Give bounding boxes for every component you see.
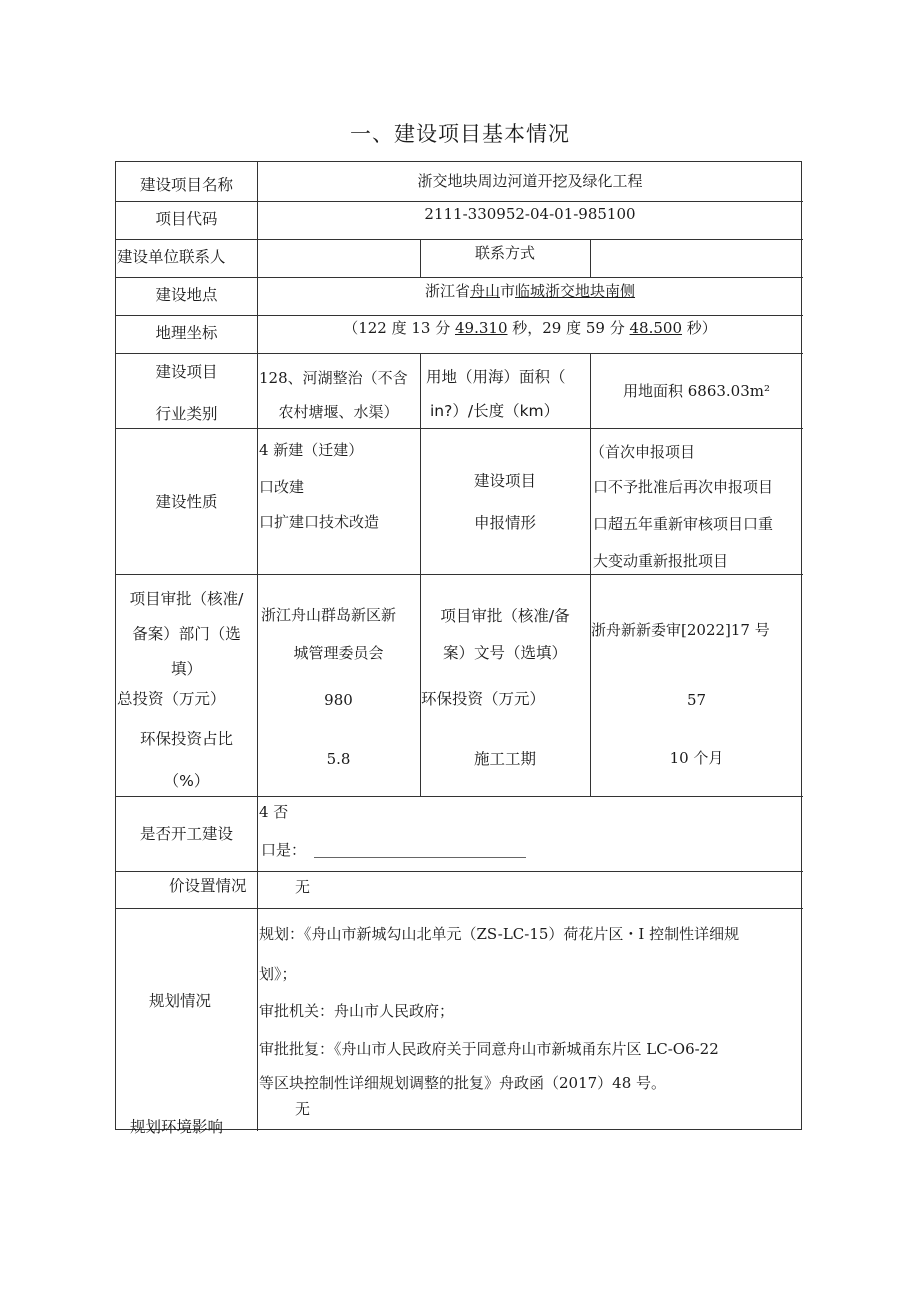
coordinates-value [257,321,803,336]
row-divider [116,871,803,872]
env-investment-label: 环保投资（万元） [421,690,546,708]
env-ratio-value: 5.8 [326,750,351,768]
approval-doc-value: 浙舟新新委审[2022]17 号 [591,621,770,639]
project-name-label: 建设项目名称 [139,176,233,194]
construction-nature-label: 建设性质 [155,493,218,511]
project-info-form [115,161,802,1136]
industry-value-line2: 农村塘堰、水渠） [278,403,399,421]
location-province: 浙江省 [424,282,470,300]
row-divider [116,908,803,909]
location-label: 建设地点 [155,286,218,304]
contact-person-label: 建设单位联系人 [117,248,226,266]
approval-doc-label-line2: 案）文号（选填） [442,644,567,662]
declare-option-major-change: 大变动重新报批项目 [593,552,729,570]
construction-period-label: 施工工期 [473,750,536,768]
declare-option-first: （首次申报项目 [590,443,696,461]
location-detail: 临城浙交地块南侧 [515,282,636,300]
row-divider [116,315,803,316]
col-divider [590,239,591,277]
contact-method-label: 联系方式 [474,244,535,262]
location-city-suffix: 市 [500,282,516,300]
planning-line: 划》； [259,965,297,983]
planning-env-value: 无 [295,1100,311,1118]
started-yes-blank [314,857,526,858]
location-city: 舟山 [469,282,500,300]
planning-line: 等区块控制性详细规划调整的批复》舟政函（2017）48 号。 [259,1074,667,1092]
nature-option-new: 4 新建（迁建） [259,441,364,459]
approval-dept-value-line2: 城管理委员会 [293,644,384,662]
coordinates-part: （122 度 13 分 [343,319,455,337]
started-option-no: 4 否 [259,803,289,821]
approval-dept-label-line3: 填） [170,660,202,678]
row-divider [116,353,803,354]
coordinates-part: 秒，29 度 59 分 [507,319,630,337]
row-divider [116,428,803,429]
planning-line: 审批批复：《舟山市人民政府关于同意舟山市新城甬东片区 LC-O6-22 [259,1040,719,1058]
row-divider [116,277,803,278]
project-code-label: 项目代码 [155,210,218,228]
declare-option-resubmit: 口不予批准后再次申报项目 [593,478,774,496]
approval-dept-label-line2: 备案）部门（选 [132,625,241,643]
row-divider [116,796,803,797]
setting-label: 价设置情况 [169,877,247,895]
project-name-value: 浙交地块周边河道开挖及绿化工程 [417,172,643,190]
coordinates-part: 秒） [682,319,717,337]
industry-value-line1: 128、河湖整治（不含 [259,369,408,387]
env-ratio-label-line2: （%） [163,772,210,790]
env-investment-value: 57 [686,691,707,709]
construction-period-value: 10 个月 [669,749,724,767]
declare-label-line1: 建设项目 [473,472,536,490]
coordinates-label: 地理坐标 [155,324,218,342]
land-area-label-line2: in?）/长度（km） [430,402,560,420]
page-title: 一、建设项目基本情况 [350,122,570,146]
industry-label-line1: 建设项目 [155,363,218,381]
industry-label-line2: 行业类别 [155,405,218,423]
total-investment-label: 总投资（万元） [117,690,226,708]
land-area-label-line1: 用地（用海）面积（ [426,368,566,386]
setting-value: 无 [295,878,311,896]
row-divider [116,239,803,240]
planning-line: 规划：《舟山市新城勾山北单元（ZS-LC-15）荷花片区・I 控制性详细规 [259,925,740,943]
row-divider [116,201,803,202]
col-divider [590,353,591,796]
nature-option-rebuild: 口改建 [259,478,305,496]
col-divider [420,353,421,796]
approval-doc-label-line1: 项目审批（核准/备 [440,607,570,625]
project-code-value: 2111-330952-04-01-985100 [424,205,636,223]
declare-label-line2: 申报情形 [473,514,536,532]
approval-dept-value-line1: 浙江舟山群岛新区新 [261,606,397,624]
planning-line: 审批机关：舟山市人民政府； [259,1002,455,1020]
planning-env-label: 规划环境影响 [130,1118,224,1136]
planning-label: 规划情况 [149,992,212,1010]
started-label: 是否开工建设 [139,825,233,843]
nature-option-expand: 口扩建口技术改造 [259,513,380,531]
started-option-yes: 口是： [261,841,307,859]
land-area-value: 用地面积 6863.03m² [622,382,771,400]
location-value [257,284,803,299]
approval-dept-label-line1: 项目审批（核准/ [129,590,244,608]
total-investment-value: 980 [324,691,353,709]
coordinates-longitude-seconds: 49.310 [455,319,508,337]
row-divider [116,574,803,575]
coordinates-latitude-seconds: 48.500 [629,319,683,337]
env-ratio-label-line1: 环保投资占比 [139,730,233,748]
declare-option-overdue: 口超五年重新审核项目口重 [593,515,774,533]
